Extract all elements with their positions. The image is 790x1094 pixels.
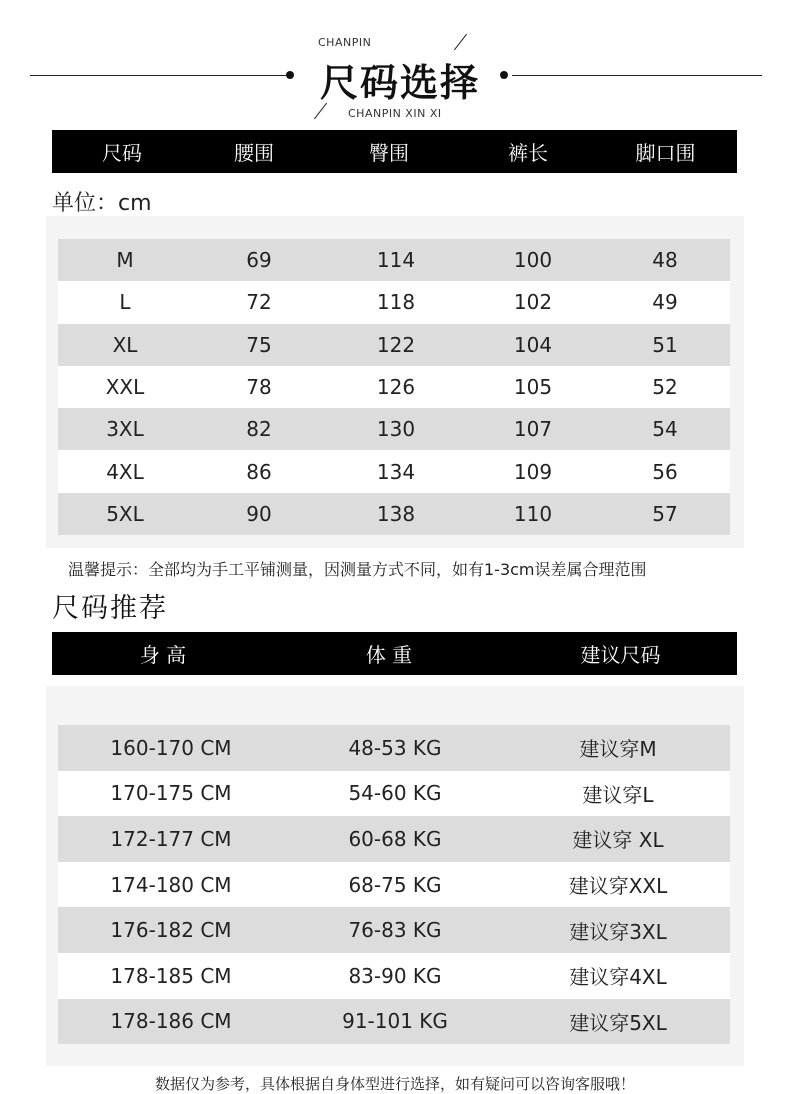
col-waist: 腰围 <box>234 141 274 165</box>
cell-hip: 122 <box>376 332 416 357</box>
cell-waist: 72 <box>246 290 272 315</box>
cell-hem: 56 <box>652 459 678 484</box>
header-slash-top <box>454 34 467 50</box>
cell-hem: 51 <box>652 332 678 357</box>
cell-height: 178-185 CM <box>110 963 232 988</box>
table-row <box>58 239 730 281</box>
cell-weight: 83-90 KG <box>348 963 442 988</box>
cell-hip: 138 <box>376 501 416 526</box>
table-row <box>58 366 730 408</box>
cell-suggest: 建议穿5XL <box>569 1010 667 1035</box>
recommend-table-header <box>52 632 737 675</box>
cell-hem: 54 <box>652 417 678 442</box>
cell-size: 5XL <box>106 501 144 526</box>
cell-hip: 134 <box>376 459 416 484</box>
table-row <box>58 771 730 817</box>
cell-weight: 48-53 KG <box>348 735 442 760</box>
cell-weight: 54-60 KG <box>348 781 442 806</box>
table-row <box>58 493 730 535</box>
cell-size: L <box>119 290 131 315</box>
header-line-left <box>30 75 286 76</box>
cell-suggest: 建议穿3XL <box>569 919 667 944</box>
col-height: 身 高 <box>139 643 187 667</box>
cell-hem: 52 <box>652 375 678 400</box>
cell-height: 178-186 CM <box>110 1009 232 1034</box>
col-length: 裤长 <box>508 141 548 165</box>
header-dot-left <box>286 71 294 79</box>
cell-hip: 126 <box>376 375 416 400</box>
footer-note: 数据仅为参考，具体根据自身体型进行选择，如有疑问可以咨询客服哦！ <box>154 1075 635 1093</box>
header-small-bottom: CHANPIN XIN XI <box>348 107 442 120</box>
table-row <box>58 725 730 771</box>
col-size: 尺码 <box>102 141 142 165</box>
cell-length: 102 <box>513 290 553 315</box>
col-hip: 臀围 <box>369 141 409 165</box>
table-row <box>58 953 730 999</box>
cell-hem: 49 <box>652 290 678 315</box>
cell-length: 100 <box>513 248 553 273</box>
table-row <box>58 324 730 366</box>
cell-length: 105 <box>513 375 553 400</box>
cell-weight: 91-101 KG <box>342 1009 448 1034</box>
size-table-header <box>52 130 737 173</box>
cell-length: 107 <box>513 417 553 442</box>
cell-size: M <box>116 248 134 273</box>
cell-suggest: 建议穿L <box>582 782 654 807</box>
cell-weight: 68-75 KG <box>348 872 442 897</box>
cell-hem: 57 <box>652 501 678 526</box>
cell-height: 170-175 CM <box>110 781 232 806</box>
page-title: 尺码选择 <box>319 61 480 105</box>
cell-suggest: 建议穿 XL <box>572 828 664 853</box>
table-row <box>58 907 730 953</box>
cell-height: 160-170 CM <box>110 735 232 760</box>
cell-suggest: 建议穿4XL <box>569 965 667 990</box>
col-weight: 体 重 <box>365 643 413 667</box>
cell-waist: 90 <box>246 501 272 526</box>
table-row <box>58 450 730 492</box>
cell-height: 174-180 CM <box>110 872 232 897</box>
cell-length: 104 <box>513 332 553 357</box>
unit-label: 单位：cm <box>52 191 152 216</box>
header-dot-right <box>500 71 508 79</box>
table-row <box>58 816 730 862</box>
cell-hem: 48 <box>652 248 678 273</box>
cell-weight: 60-68 KG <box>348 826 442 851</box>
cell-waist: 75 <box>246 332 272 357</box>
cell-length: 110 <box>513 501 553 526</box>
recommend-title: 尺码推荐 <box>52 593 168 624</box>
header-line-right <box>512 75 762 76</box>
col-suggest: 建议尺码 <box>580 643 661 667</box>
cell-suggest: 建议穿XXL <box>568 874 668 899</box>
cell-length: 109 <box>513 459 553 484</box>
cell-size: XL <box>112 332 138 357</box>
recommend-table-body <box>58 725 730 1044</box>
measurement-note: 温馨提示：全部均为手工平铺测量，因测量方式不同，如有1-3cm误差属合理范围 <box>68 560 647 579</box>
cell-waist: 78 <box>246 375 272 400</box>
cell-hip: 130 <box>376 417 416 442</box>
cell-hip: 114 <box>376 248 416 273</box>
cell-waist: 69 <box>246 248 272 273</box>
table-row <box>58 408 730 450</box>
cell-height: 176-182 CM <box>110 918 232 943</box>
cell-height: 172-177 CM <box>110 826 232 851</box>
cell-size: XXL <box>105 375 145 400</box>
cell-size: 4XL <box>106 459 144 484</box>
cell-size: 3XL <box>106 417 144 442</box>
header-small-top: CHANPIN <box>318 36 372 49</box>
table-row <box>58 999 730 1045</box>
cell-waist: 86 <box>246 459 272 484</box>
cell-hip: 118 <box>376 290 416 315</box>
cell-weight: 76-83 KG <box>348 918 442 943</box>
col-hem: 脚口围 <box>635 141 696 165</box>
table-row <box>58 862 730 908</box>
cell-waist: 82 <box>246 417 272 442</box>
cell-suggest: 建议穿M <box>579 737 657 762</box>
size-table-body <box>58 239 730 535</box>
table-row <box>58 281 730 323</box>
